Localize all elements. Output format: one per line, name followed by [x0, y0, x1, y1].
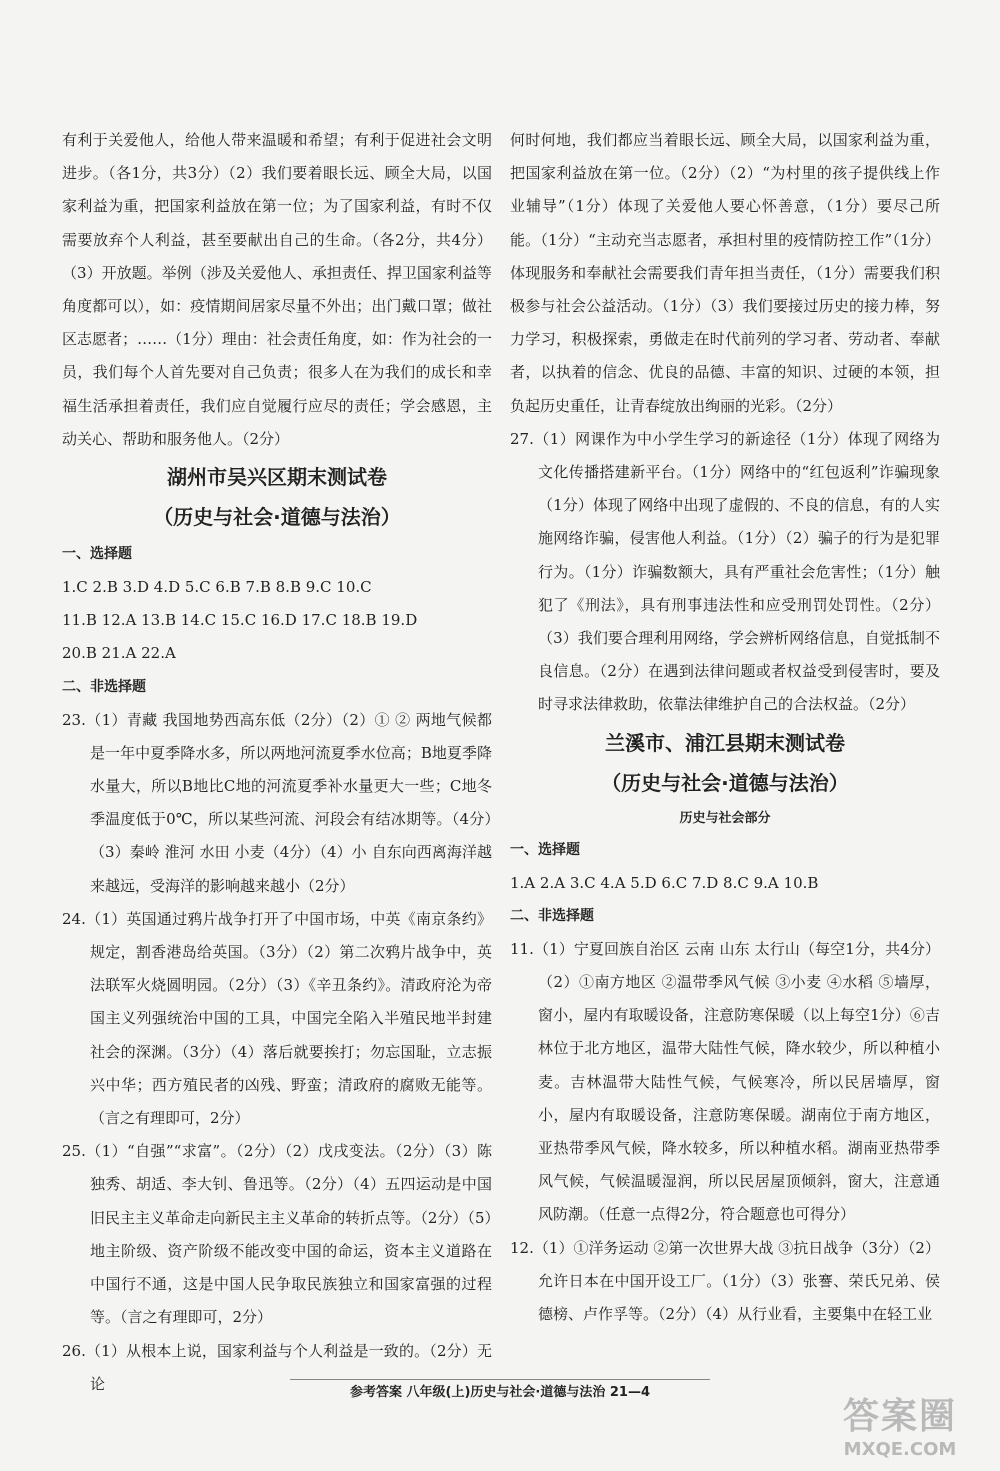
answer-q27: 27.（1）网课作为中小学生学习的新途径（1分）体现了网络为文化传播搭建新平台。（1分）网络中的“红包返利”诈骗现象（1分）体现了网络中出现了虚假的、不良的信息，有的人实施网络诈骗，侵害他人利益。（1分）（2）骗子的行为是犯罪行为。（1分）诈骗数额大，具有严重社会危害性；（1分）触犯了《刑法》，具有刑事违法性和应受刑罚处罚性。（2分）（3）我们要合理利用网络，学会辨析网络信息，自觉抵制不良信息。（2分）在遇到法律问题或者权益受到侵害时，要及时寻求法律救助，依靠法律维护自己的合法权益。（2分）	[510, 429, 940, 714]
answer-q26: 26.（1）从根本上说，国家利益与个人利益是一致的。（2分）无论	[62, 1341, 492, 1393]
watermark-url: MXQE.COM	[843, 1439, 957, 1460]
choice-row-1: 1.C 2.B 3.D 4.D 5.C 6.B 7.B 8.B 9.C 10.C	[62, 578, 372, 597]
answer-q12: 12.（1）①洋务运动 ②第一次世界大战 ③抗日战争（3分）（2）允许日本在中国开设工厂。（1分）（3）张謇、荣氏兄弟、侯德榜、卢作孚等。（2分）（4）从行业看，主要集中在轻工业	[510, 1238, 940, 1324]
exam-subtitle-lanxi: （历史与社会·道德与法治）	[601, 770, 849, 795]
exam-title-huzhou: 湖州市吴兴区期末测试卷	[167, 465, 387, 490]
left-column	[62, 124, 492, 1401]
answer-q11: 11.（1）宁夏回族自治区 云南 山东 太行山（每空1分，共4分）（2）①南方地区 ②温带季风气候 ③小麦 ④水稻 ⑤墙厚，窗小，屋内有取暖设备，注意防寒保暖（以上每空1分）⑥吉林位于北方地区，温带大陆性气候，降水较少，所以种植小麦。吉林温带大陆性气候，气候寒冷，所以民居墙厚，窗小，屋内有取暖设备，注意防寒保暖。湖南位于南方地区，亚热带季风气候，降水较多，所以种植水稻。湖南亚热带季风气候，气候温暖湿润，所以民居屋顶倾斜，窗大，注意通风防潮。（任意一点得2分，符合题意也可得分）	[510, 939, 940, 1224]
watermark-text: 答案圈	[842, 1396, 957, 1437]
section-choice-lanxi: 一、选择题	[510, 841, 580, 858]
right-column	[510, 124, 940, 1331]
answer-q26-continued: 何时何地，我们都应当着眼长远、顾全大局，以国家利益为重，把国家利益放在第一位。（2分）（2）“为村里的孩子提供线上作业辅导”（1分）体现了关爱他人要心怀善意，（1分）要尽己所能。（1分）“主动充当志愿者，承担村里的疫情防控工作”（1分）体现服务和奉献社会需要我们青年担当责任，（1分）需要我们积极参与社会公益活动。（1分）（3）我们要接过历史的接力棒，努力学习，积极探索，勇做走在时代前列的学习者、劳动者、奉献者，以执着的信念、优良的品德、丰富的知识、过硬的本领，担负起历史重任，让青春绽放出绚丽的光彩。（2分）	[510, 131, 940, 415]
answer-intro: 有利于关爱他人，给他人带来温暖和希望；有利于促进社会文明进步。（各1分，共3分）（2）我们要着眼长远、顾全大局，以国家利益为重，把国家利益放在第一位；为了国家利益，有时不仅需要放弃个人利益，甚至要献出自己的生命。（各2分，共4分）（3）开放题。举例（涉及关爱他人、承担责任、捍卫国家利益等角度都可以），如：疫情期间居家尽量不外出；出门戴口罩；做社区志愿者；……（1分）理由：社会责任角度，如：作为社会的一员，我们每个人首先要对自己负责；很多人在为我们的成长和幸福生活承担着责任，我们应自觉履行应尽的责任；学会感恩，主动关心、帮助和服务他人。（2分）	[62, 131, 492, 448]
answer-q25: 25.（1）“自强”“求富”。（2分）（2）戊戌变法。（2分）（3）陈独秀、胡适、李大钊、鲁迅等。（2分）（4）五四运动是中国旧民主主义革命走向新民主主义革命的转折点等。（2分）（5）地主阶级、资产阶级不能改变中国的命运，资本主义道路在中国行不通，这是中国人民争取民族独立和国家富强的过程等。（言之有理即可，2分）	[62, 1142, 492, 1327]
section-choice-huzhou: 一、选择题	[62, 546, 132, 563]
section-nonchoice-huzhou: 二、非选择题	[62, 678, 146, 695]
exam-title-lanxi: 兰溪市、浦江县期末测试卷	[605, 730, 845, 755]
answer-q23: 23.（1）青藏 我国地势西高东低（2分）（2）① ② 两地气候都是一年中夏季降水多，所以两地河流夏季水位高；B地夏季降水量大，所以B地比C地的河流夏季补水量更大一些；C地冬季温度低于0℃，所以某些河流、河段会有结冰期等。（4分）（3）秦岭 淮河 水田 小麦（4分）（4）小 自东向西离海洋越来越远，受海洋的影响越来越小（2分）	[62, 710, 492, 895]
answer-q24: 24.（1）英国通过鸦片战争打开了中国市场，中英《南京条约》规定，割香港岛给英国。（3分）（2）第二次鸦片战争中，英法联军火烧圆明园。（2分）（3）《辛丑条约》。清政府沦为帝国主义列强统治中国的工具，中国完全陷入半殖民地半封建社会的深渊。（3分）（4）落后就要挨打；勿忘国耻，立志振兴中华；西方殖民者的凶残、野蛮；清政府的腐败无能等。（言之有理即可，2分）	[62, 909, 492, 1128]
exam-subtitle-huzhou: （历史与社会·道德与法治）	[153, 505, 401, 530]
watermark-logo	[810, 1395, 990, 1465]
choice-row-2: 11.B 12.A 13.B 14.C 15.C 16.D 17.C 18.B 19.D	[62, 611, 418, 630]
choice-row-3: 20.B 21.A 22.A	[62, 644, 176, 663]
choice-row-lanxi: 1.A 2.A 3.C 4.A 5.D 6.C 7.D 8.C 9.A 10.B	[510, 873, 819, 892]
page-footer: 参考答案 八年级(上)历史与社会·道德与法治 21—4	[290, 1379, 710, 1404]
section-nonchoice-lanxi: 二、非选择题	[510, 907, 594, 924]
part-title-history: 历史与社会部分	[679, 810, 771, 826]
